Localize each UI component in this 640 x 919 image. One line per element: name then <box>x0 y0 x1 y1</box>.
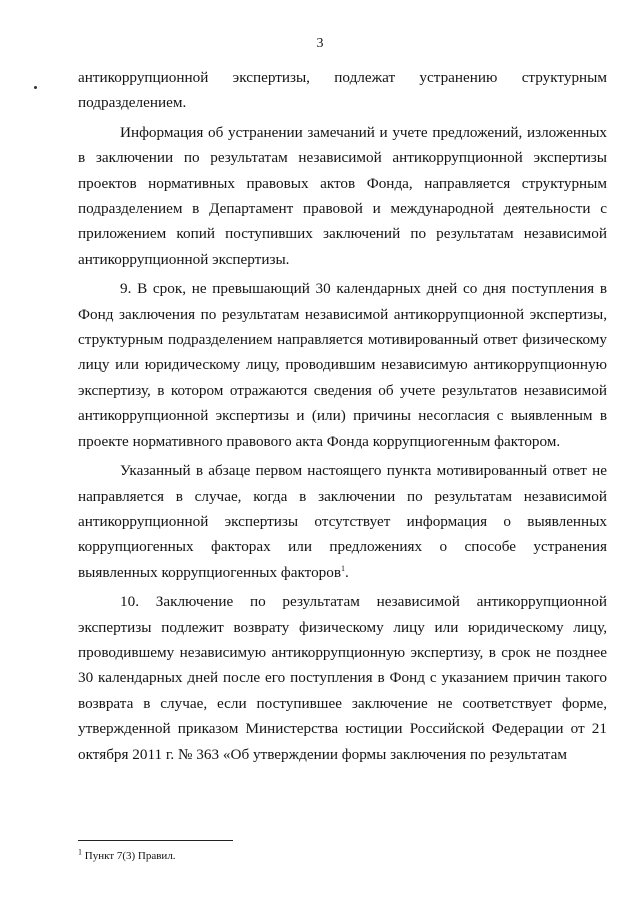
paragraph-text: Указанный в абзаце первом настоящего пункта мотивированный ответ не направляется в случае, когда в заключении по результатам независимой антикоррупционной экспертизы отсутствует информация о выявленных коррупциогенных факторах или предложениях о способе устранения выявленных коррупциогенных факторов <box>78 462 607 581</box>
paragraph-item-10 <box>78 589 607 767</box>
footnote-reference: 1 <box>341 563 346 573</box>
footnote-text: Пункт 7(3) Правил. <box>82 850 176 862</box>
paragraph-motivated-answer <box>78 458 607 585</box>
paragraph-text: 10. Заключение по результатам независимой антикоррупционной экспертизы подлежит возврату физическому лицу или юридическому лицу, проводившему независимую антикоррупционную экспертизу, в срок не позднее 30 календарных дней после его поступления в Фонд с указанием причин такого возврата в случае, если поступившее заключение не соответствует форме, утвержденной приказом Министерства юстиции Российской Федерации от 21 октября 2011 г. № 363 «Об утверждении формы заключения по результатам <box>78 593 607 763</box>
paragraph-text: Информация об устранении замечаний и учете предложений, изложенных в заключении по результатам независимой антикоррупционной экспертизы проектов нормативных правовых актов Фонда, направляется структурным подразделением в Департамент правовой и международной деятельности с приложением копий поступивших заключений по результатам независимой антикоррупционной экспертизы. <box>78 123 607 268</box>
footnote-marker: 1 <box>78 847 82 857</box>
paragraph-tail: . <box>345 563 349 581</box>
footnote <box>78 849 176 863</box>
paragraph-item-9 <box>78 276 607 454</box>
paragraph-text: 9. В срок, не превышающий 30 календарных дней со дня поступления в Фонд заключения по результатам независимой антикоррупционной экспертизы, структурным подразделением направляется мотивированный ответ физическому лицу или юридическому лицу, проводившим независимую антикоррупционную экспертизу, в котором отражаются сведения об учете результатов независимой антикоррупционной экспертизы и (или) причины несогласия с выявленным в проекте нормативного правового акта Фонда коррупциогенным фактором. <box>78 280 607 450</box>
footnote-divider <box>78 840 233 841</box>
page-number: 3 <box>316 36 324 51</box>
document-body <box>78 65 607 771</box>
paragraph-continuation <box>78 65 607 116</box>
paragraph-information <box>78 120 607 272</box>
paragraph-text: антикоррупционной экспертизы, подлежат устранению структурным подразделением. <box>78 69 607 112</box>
scan-speck <box>34 86 37 89</box>
